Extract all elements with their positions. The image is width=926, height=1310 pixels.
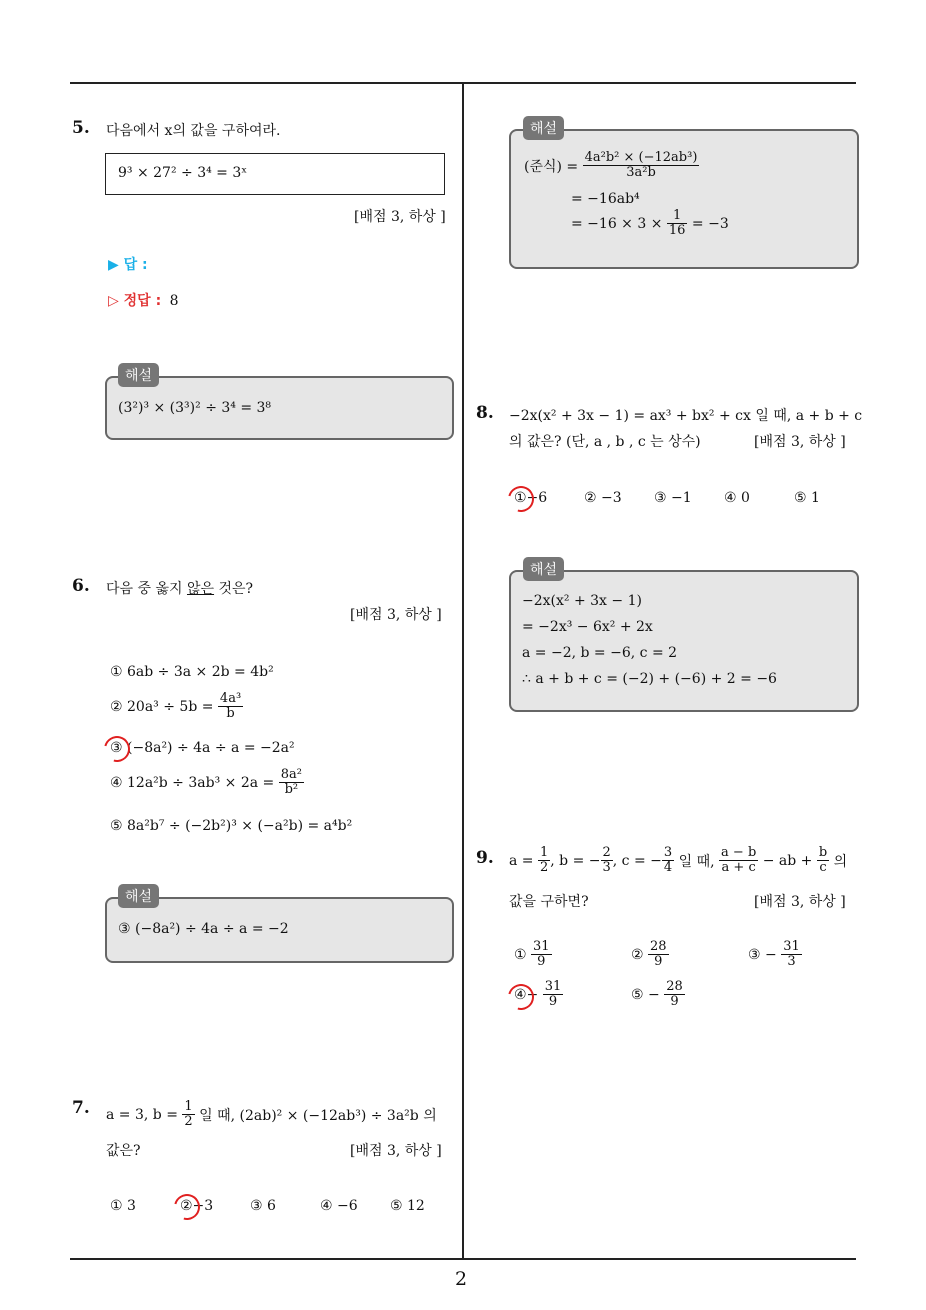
q7-solution-tag: 해설 [523, 116, 564, 140]
q7-solution-line-2: = −16ab⁴ [571, 191, 640, 207]
q9-option-3-num: 31 [783, 939, 800, 954]
q7-score: [배점 3, 하상 ] [350, 1143, 442, 1159]
q8-score: [배점 3, 하상 ] [754, 434, 846, 450]
q9-b-num: 2 [602, 845, 611, 860]
q7-option-3: ③ 6 [250, 1198, 276, 1214]
q8-answer-circle [503, 481, 539, 517]
q9-option-1-pre: ① [514, 946, 527, 963]
q8-option-2: ② −3 [584, 490, 622, 506]
q9-option-1-frac [531, 940, 552, 970]
q6-option-2-pre: ② 20a³ ÷ 5b = [110, 698, 214, 715]
q9-option-5-frac [664, 980, 685, 1010]
q8-line-1: −2x(x² + 3x − 1) = ax³ + bx² + cx 일 때, a + b + c [509, 408, 863, 424]
q8-solution-box [509, 570, 859, 712]
q9-option-1 [514, 940, 552, 970]
q9-option-5-pre: ⑤ − [631, 986, 660, 1003]
q6-option-4 [110, 768, 304, 798]
q8-solution-line-1: −2x(x² + 3x − 1) [522, 593, 642, 609]
q9-option-5-den: 9 [670, 994, 679, 1010]
q9-option-1-num: 31 [533, 939, 550, 954]
q7-solution-num-1: 4a²b² × (−12ab³) [584, 150, 698, 165]
q9-expr-den: a + c [721, 860, 756, 876]
q6-option-1: ① 6ab ÷ 3a × 2b = 4b² [110, 664, 274, 680]
q5-solution-text: (3²)³ × (3³)² ÷ 3⁴ = 3⁸ [118, 400, 272, 416]
q8-option-4: ④ 0 [724, 490, 750, 506]
q9-option-5-num: 28 [666, 979, 683, 994]
q9-option-3-pre: ③ − [748, 946, 777, 963]
q7-half-frac [182, 1100, 194, 1130]
q8-option-5: ⑤ 1 [794, 490, 820, 506]
q9-expr-frac [719, 846, 758, 876]
q7-option-1: ① 3 [110, 1198, 136, 1214]
q6-option-4-frac [279, 768, 304, 798]
q6-text-post: 것은? [214, 581, 254, 597]
q6-text [106, 578, 253, 598]
q9-option-2-num: 28 [650, 939, 667, 954]
q9-line-1 [509, 846, 847, 876]
q7-option-5: ⑤ 12 [390, 1198, 425, 1214]
q6-option-4-pre: ④ 12a²b ÷ 3ab³ × 2a = [110, 774, 275, 791]
q7-solution-frac-3 [667, 209, 688, 239]
page-number: 2 [455, 1268, 468, 1290]
q6-number: 6. [72, 576, 90, 596]
q8-solution-tag: 해설 [523, 557, 564, 581]
q5-box [105, 153, 445, 195]
q6-option-3: ③ (−8a²) ÷ 4a ÷ a = −2a² [110, 740, 295, 756]
q6-option-4-num: 8a² [280, 767, 302, 782]
q6-answer-circle [99, 731, 135, 767]
q9-option-2-den: 9 [654, 954, 663, 970]
q9-a-den: 2 [539, 860, 549, 876]
q6-score: [배점 3, 하상 ] [350, 607, 442, 623]
q9-option-2-frac [648, 940, 669, 970]
q5-text: 다음에서 x의 값을 구하여라. [106, 123, 281, 139]
q8-option-3: ③ −1 [654, 490, 692, 506]
q9-a-pre: a = [509, 852, 534, 869]
q7-solution-line-3-post: = −3 [691, 215, 729, 232]
q9-option-4-den: 9 [548, 994, 558, 1010]
q6-option-2-den: b [226, 706, 235, 722]
q7-line-2: 값은? [106, 1143, 141, 1159]
q5-answer-label: ▶ 답 : [108, 257, 148, 273]
q5-score: [배점 3, 하상 ] [354, 209, 446, 225]
q6-option-5: ⑤ 8a²b⁷ ÷ (−2b²)³ × (−a²b) = a⁴b² [110, 818, 353, 834]
q7-half-den: 2 [184, 1114, 193, 1130]
q9-expr-mid: − ab + [762, 852, 813, 869]
q8-solution-line-2: = −2x³ − 6x² + 2x [522, 619, 653, 635]
q9-mid: 일 때, [678, 853, 715, 870]
q5-correct-label: ▷ 정답 : [108, 293, 162, 309]
q8-solution-line-3: a = −2, b = −6, c = 2 [522, 645, 678, 661]
q8-line-2: 의 값은? (단, a , b , c 는 상수) [509, 434, 701, 450]
q8-number: 8. [476, 403, 494, 423]
q8-solution-line-4: ∴ a + b + c = (−2) + (−6) + 2 = −6 [522, 671, 777, 687]
q9-c-num: 3 [663, 845, 673, 860]
q9-expr-num: a − b [721, 845, 757, 860]
q9-c-frac [662, 846, 674, 876]
q6-option-2 [110, 692, 243, 722]
q9-c-pre: , c = − [612, 852, 662, 869]
q7-answer-circle [169, 1189, 205, 1225]
q5-correct [108, 290, 179, 310]
q9-b-frac [601, 846, 613, 876]
q9-a-frac [538, 846, 550, 876]
q7-solution-line-3 [571, 209, 729, 239]
q9-expr-post: 의 [833, 853, 848, 870]
q6-solution-tag: 해설 [118, 884, 159, 908]
q7-solution-line-1 [524, 151, 699, 181]
q9-bc-num: b [818, 845, 828, 860]
q7-text-post: 일 때, (2ab)² × (−12ab³) ÷ 3a²b 의 [199, 1107, 437, 1124]
q9-bc-frac [817, 846, 829, 876]
q5-box-text: 9³ × 27² ÷ 3⁴ = 3ˣ [118, 165, 248, 181]
q5-solution-tag: 해설 [118, 363, 159, 387]
q9-bc-den: c [819, 860, 827, 876]
q7-number: 7. [72, 1098, 90, 1118]
q9-b-pre: , b = − [550, 852, 601, 869]
q7-solution-den-1: 3a²b [626, 165, 656, 181]
q6-option-4-den: b² [284, 782, 299, 798]
q9-option-3-frac [781, 940, 802, 970]
q9-option-5 [631, 980, 685, 1010]
q7-solution-line-3-pre: = −16 × 3 × [571, 215, 663, 232]
q7-solution-den-3: 16 [668, 223, 686, 239]
q6-option-2-frac [218, 692, 243, 722]
q5-correct-value: 8 [169, 293, 179, 309]
q7-option-2: ②−3 [180, 1198, 214, 1214]
q7-half-num: 1 [184, 1099, 193, 1114]
q9-option-2-pre: ② [631, 946, 644, 963]
q5-number: 5. [72, 118, 90, 138]
q7-solution-line-1-pre: (준식) = [524, 158, 579, 175]
q9-score: [배점 3, 하상 ] [754, 894, 846, 910]
q7-option-4: ④ −6 [320, 1198, 358, 1214]
column-divider [462, 84, 464, 1260]
q9-line-2: 값을 구하면? [509, 894, 589, 910]
q7-line-1 [106, 1100, 437, 1130]
q7-solution-frac-1 [583, 151, 700, 181]
q7-text-pre: a = 3, b = [106, 1106, 178, 1123]
q6-solution-text: ③ (−8a²) ÷ 4a ÷ a = −2 [118, 921, 289, 937]
q8-option-1: ①−6 [514, 490, 548, 506]
q9-number: 9. [476, 848, 494, 868]
q9-option-4-pre: ④− [514, 986, 539, 1003]
q6-text-pre: 다음 중 옳지 [106, 581, 187, 597]
q9-option-3 [748, 940, 802, 970]
q9-option-4-frac [543, 980, 564, 1010]
q9-c-den: 4 [663, 860, 673, 876]
q9-option-4-num: 31 [544, 979, 562, 994]
q9-option-3-den: 3 [787, 954, 796, 970]
q9-option-2 [631, 940, 669, 970]
q9-option-1-den: 9 [537, 954, 546, 970]
q9-a-num: 1 [539, 845, 549, 860]
q6-option-2-num: 4a³ [219, 691, 242, 706]
bottom-rule [70, 1258, 856, 1260]
q9-b-den: 3 [602, 860, 611, 876]
q6-text-underlined: 않은 [186, 581, 215, 597]
q7-solution-num-3: 1 [667, 209, 688, 224]
